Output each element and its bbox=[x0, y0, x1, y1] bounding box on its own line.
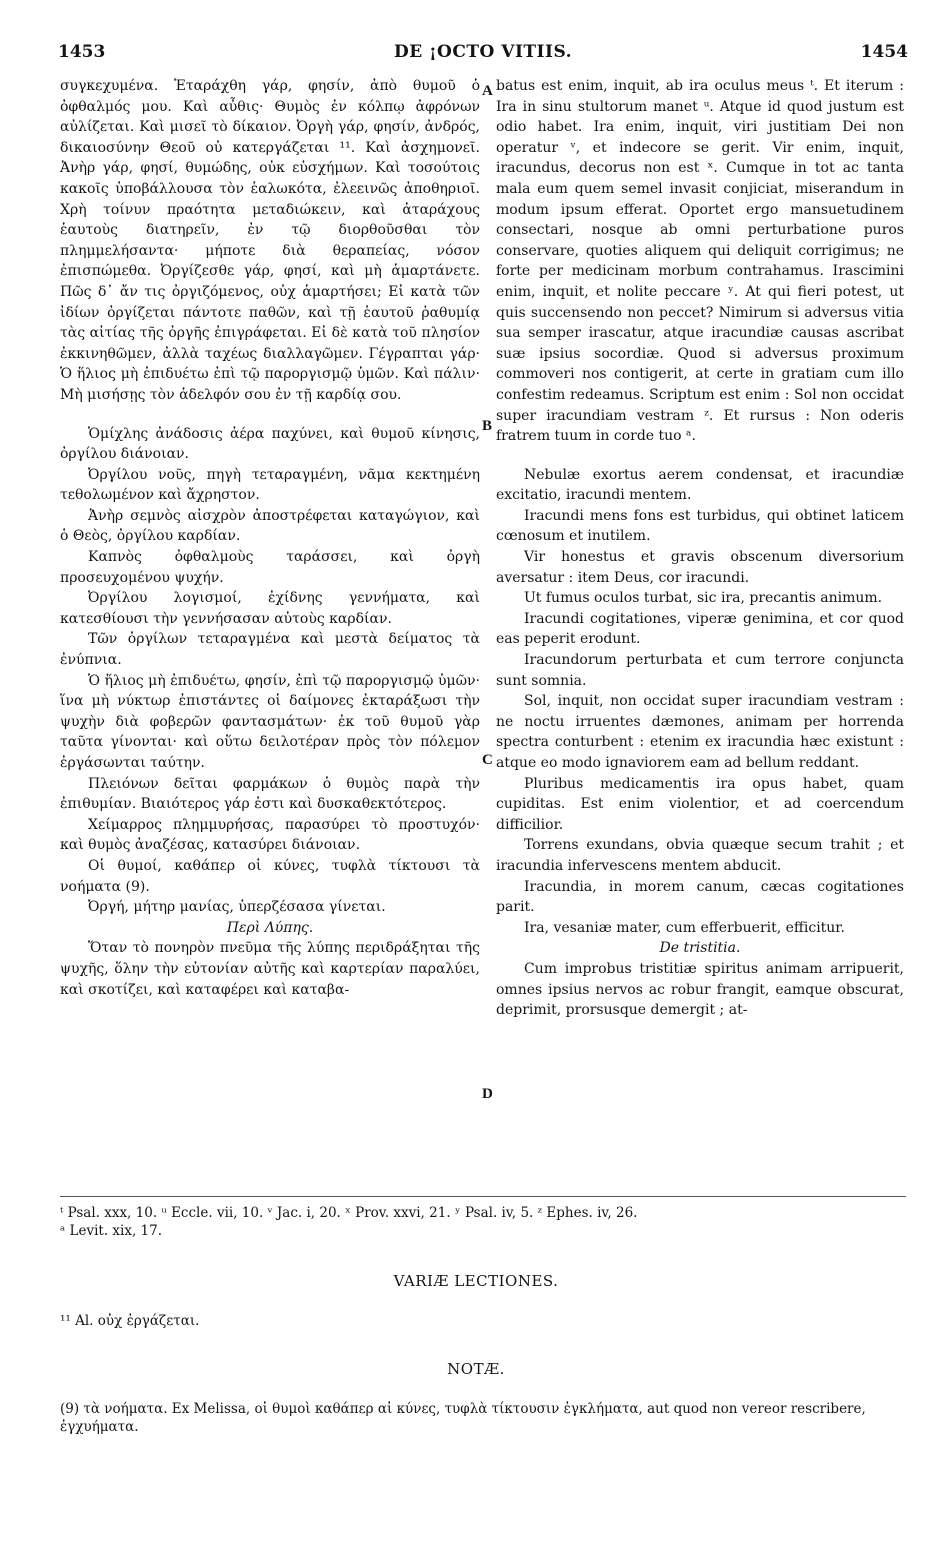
variae-lectiones-heading: VARIÆ LECTIONES. bbox=[393, 1272, 559, 1290]
latin-column bbox=[496, 76, 904, 1021]
margin-marker-a: A bbox=[482, 83, 493, 99]
latin-paragraph: Iracundi mens fons est turbidus, qui obtinet laticem cœnosum et inutilem. bbox=[496, 507, 904, 545]
latin-paragraph: Iracundorum perturbata et cum terrore conjuncta sunt somnia. bbox=[496, 652, 904, 689]
variae-lectiones-text: ¹¹ Al. οὐχ ἐργάζεται. bbox=[60, 1313, 200, 1329]
greek-section-heading: Περὶ Λύπης. bbox=[226, 919, 314, 936]
footnotes bbox=[60, 1204, 906, 1240]
footnote-line: ᵗ Psal. xxx, 10. ᵘ Eccle. vii, 10. ᵛ Jac. i, 20. ˣ Prov. xxvi, 21. ʸ Psal. iv, 5. ᶻ Ephes. iv, 26. bbox=[60, 1205, 638, 1221]
latin-paragraph: Sol, inquit, non occidat super iracundiam vestram : ne noctu irruentes dæmones, animam per horrenda spectra conturbent : etenim ex iracundia hæc existunt : atque eo modo ignaviorem eam ad bellum reddant. bbox=[496, 693, 904, 771]
greek-paragraph: Οἱ θυμοί, καθάπερ οἱ κύνες, τυφλὰ τίκτουσι τὰ νοήματα (9). bbox=[60, 857, 480, 895]
greek-paragraph: Καπνὸς ὀφθαλμοὺς ταράσσει, καὶ ὀργὴ προσευχομένου ψυχήν. bbox=[60, 549, 480, 586]
latin-paragraph: Nebulæ exortus aerem condensat, et iracundiæ excitatio, iracundi mentem. bbox=[496, 466, 904, 504]
margin-marker-d: D bbox=[482, 1086, 493, 1102]
margin-marker-b: B bbox=[482, 418, 493, 434]
greek-paragraph: Ὁ ἥλιος μὴ ἐπιδυέτω, φησίν, ἐπὶ τῷ παροργισμῷ ὑμῶν· ἵνα μὴ νύκτωρ ἐπιστάντες οἱ δαίμονες ἐκταράξωσι τὴν ψυχὴν διὰ φοβερῶν φαντασμάτων· ἐκ τοῦ θυμοῦ γὰρ ταῦτα γίνονται· καὶ οὕτω δειλοτέραν πρὸς τὸν πόλεμον ἐργάσωνται ταύτην. bbox=[60, 672, 480, 771]
notae-text: (9) τὰ νοήματα. Ex Melissa, οἱ θυμοὶ καθάπερ αἱ κύνες, τυφλὰ τίκτουσιν ἐγκλήματα, aut quod non vereor rescribere, ἐγχυήματα. bbox=[60, 1401, 866, 1435]
greek-paragraph: συγκεχυμένα. Ἐταράχθη γάρ, φησίν, ἀπὸ θυμοῦ ὁ ὀφθαλμός μου. Καὶ αὖθις· Θυμὸς ἐν κόλπῳ ἀφρόνων αὐλίζεται. Καὶ μισεῖ τὸ δίκαιον. Ὀργὴ γάρ, φησίν, ἀνδρός, δικαιοσύνην Θεοῦ οὐ κατεργάζεται ¹¹. Καὶ ἀσχημονεῖ. Ἀνὴρ γάρ, φησί, θυμώδης, οὐκ εὐσχήμων. Καὶ τοσούτοις κακοῖς ὑποβάλλουσα τὸν ἑαλωκότα, ἐλεεινῶς ἀποθηριοῖ. Χρὴ τοίνυν πραότητα μεταδιώκειν, καὶ ἀταράχους ἑαυτοὺς διατηρεῖν, ἐν τῷ διορθοῦσθαι τὸν πλημμελήσαντα· μήποτε διὰ θεραπείας, νόσον ἐπισπώμεθα. Ὀργίζεσθε γάρ, φησί, καὶ μὴ ἁμαρτάνετε. Πῶς δ᾽ ἄν τις ὀργιζόμενος, οὐχ ἁμαρτήσει; Εἰ κατὰ τῶν ἰδίων ὀργίζεται πάντοτε παθῶν, καὶ τῇ ἑαυτοῦ ῥαθυμίᾳ τὰς αἰτίας τῆς ὀργῆς ἐπιγράφεται. Εἰ δὲ κατὰ τοῦ πλησίον ἐκκινηθῶμεν, ἀλλὰ ταχέως διαλλαγῶμεν. Γέγραπται γάρ· Ὁ ἥλιος μὴ ἐπιδυέτω ἐπὶ τῷ παροργισμῷ ὑμῶν. Καὶ πάλιν· Μὴ μισήσῃς τὸν ἀδελφόν σου ἐν τῇ καρδίᾳ σου. bbox=[60, 78, 480, 403]
running-header bbox=[58, 42, 908, 66]
greek-paragraph: Ἀνὴρ σεμνὸς αἰσχρὸν ἀποστρέφεται καταγώγιον, καὶ ὁ Θεὸς, ὀργίλου καρδίαν. bbox=[60, 507, 480, 545]
page-number-right: 1454 bbox=[860, 42, 908, 62]
latin-paragraph: Iracundia, in morem canum, cæcas cogitationes parit. bbox=[496, 878, 904, 916]
latin-paragraph: Ira, vesaniæ mater, cum efferbuerit, efficitur. bbox=[524, 919, 845, 936]
greek-paragraph: Ὀργή, μήτηρ μανίας, ὑπερζέσασα γίνεται. bbox=[88, 899, 386, 916]
running-title: DE ¡OCTO VITIIS. bbox=[393, 42, 573, 62]
footnote-line: ᵃ Levit. xix, 17. bbox=[60, 1223, 163, 1239]
greek-paragraph: Ὀργίλου νοῦς, πηγὴ τεταραγμένη, νᾶμα κεκτημένη τεθολωμένον καὶ ἄχρηστον. bbox=[60, 466, 480, 504]
latin-paragraph: Ut fumus oculos turbat, sic ira, precantis animum. bbox=[524, 590, 883, 607]
notae-heading: NOTÆ. bbox=[447, 1360, 505, 1378]
margin-marker-c: C bbox=[482, 752, 493, 768]
page-number-left: 1453 bbox=[58, 42, 106, 62]
footnote-divider bbox=[60, 1196, 906, 1197]
latin-paragraph: batus est enim, inquit, ab ira oculus meus ᵗ. Et iterum : Ira in sinu stultorum manet ᵘ. Atque id quod justum est odio habet. Ira enim, inquit, viri justitiam Dei non operatur ᵛ, et indecore se gerit. Vir enim, inquit, iracundus, decorus non est ˣ. Cumque in tot ac tanta mala eum quem semel invasit conjiciat, miserandum in modum ipsum efferat. Oportet ergo mansuetudinem consectari, nosque ab omni perturbatione puros conservare, quoties aliquem qui deliquit corrigimus; ne forte per medicinam morbum contrahamus. Irascimini enim, inquit, et nolite peccare ʸ. At qui fieri potest, ut quis succensendo non peccet? Nimirum si adversus vitia sua semper irascatur, atque iracundiæ causas ascribat suæ ipsius socordiæ. Quod si adversus proximum commoveri nos contigerit, at certe in gratiam cum illo confestim redeamus. Scriptum est enim : Sol non occidat super iracundiam vestram ᶻ. Et rursus : Non oderis fratrem tuum in corde tuo ᵃ. bbox=[496, 78, 904, 445]
greek-paragraph: Τῶν ὀργίλων τεταραγμένα καὶ μεστὰ δείματος τὰ ἐνύπνια. bbox=[60, 631, 480, 669]
greek-paragraph: Ὀργίλου λογισμοί, ἐχίδνης γεννήματα, καὶ κατεσθίουσι τὴν γεννήσασαν αὐτοὺς καρδίαν. bbox=[60, 590, 480, 627]
greek-column bbox=[60, 76, 480, 1000]
latin-paragraph: Cum improbus tristitiæ spiritus animam arripuerit, omnes ipsius nervos ac robur frangit, eamque obscurat, deprimit, prorsusque demergit ; at- bbox=[496, 960, 904, 1019]
latin-section-heading: De tristitia. bbox=[659, 940, 741, 957]
latin-paragraph: Pluribus medicamentis ira opus habet, quam cupiditas. Est enim violentior, et ad coercendum difficilior. bbox=[496, 775, 904, 833]
greek-paragraph: Ὁμίχλης ἀνάδοσις ἀέρα παχύνει, καὶ θυμοῦ κίνησις, ὀργίλου διάνοιαν. bbox=[60, 425, 480, 463]
latin-paragraph: Iracundi cogitationes, viperæ genimina, et cor quod eas peperit erodunt. bbox=[496, 610, 904, 648]
latin-paragraph: Vir honestus et gravis obscenum diversorium aversatur : item Deus, cor iracundi. bbox=[496, 549, 904, 586]
latin-paragraph: Torrens exundans, obvia quæque secum trahit ; et iracundia infervescens mentem abducit. bbox=[496, 837, 904, 874]
greek-paragraph: Πλειόνων δεῖται φαρμάκων ὁ θυμὸς παρὰ τὴν ἐπιθυμίαν. Βιαιότερος γάρ ἐστι καὶ δυσκαθεκτότερος. bbox=[60, 775, 480, 813]
greek-paragraph: Ὅταν τὸ πονηρὸν πνεῦμα τῆς λύπης περιδράξηται τῆς ψυχῆς, ὅλην τὴν εὐτονίαν αὐτῆς καὶ καρτερίαν παραλύει, καὶ σκοτίζει, καὶ καταφέρει καὶ καταβα- bbox=[60, 940, 480, 998]
greek-paragraph: Χείμαρρος πλημμυρήσας, παρασύρει τὸ προστυχόν· καὶ θυμὸς ἀναζέσας, κατασύρει διάνοιαν. bbox=[60, 816, 480, 854]
